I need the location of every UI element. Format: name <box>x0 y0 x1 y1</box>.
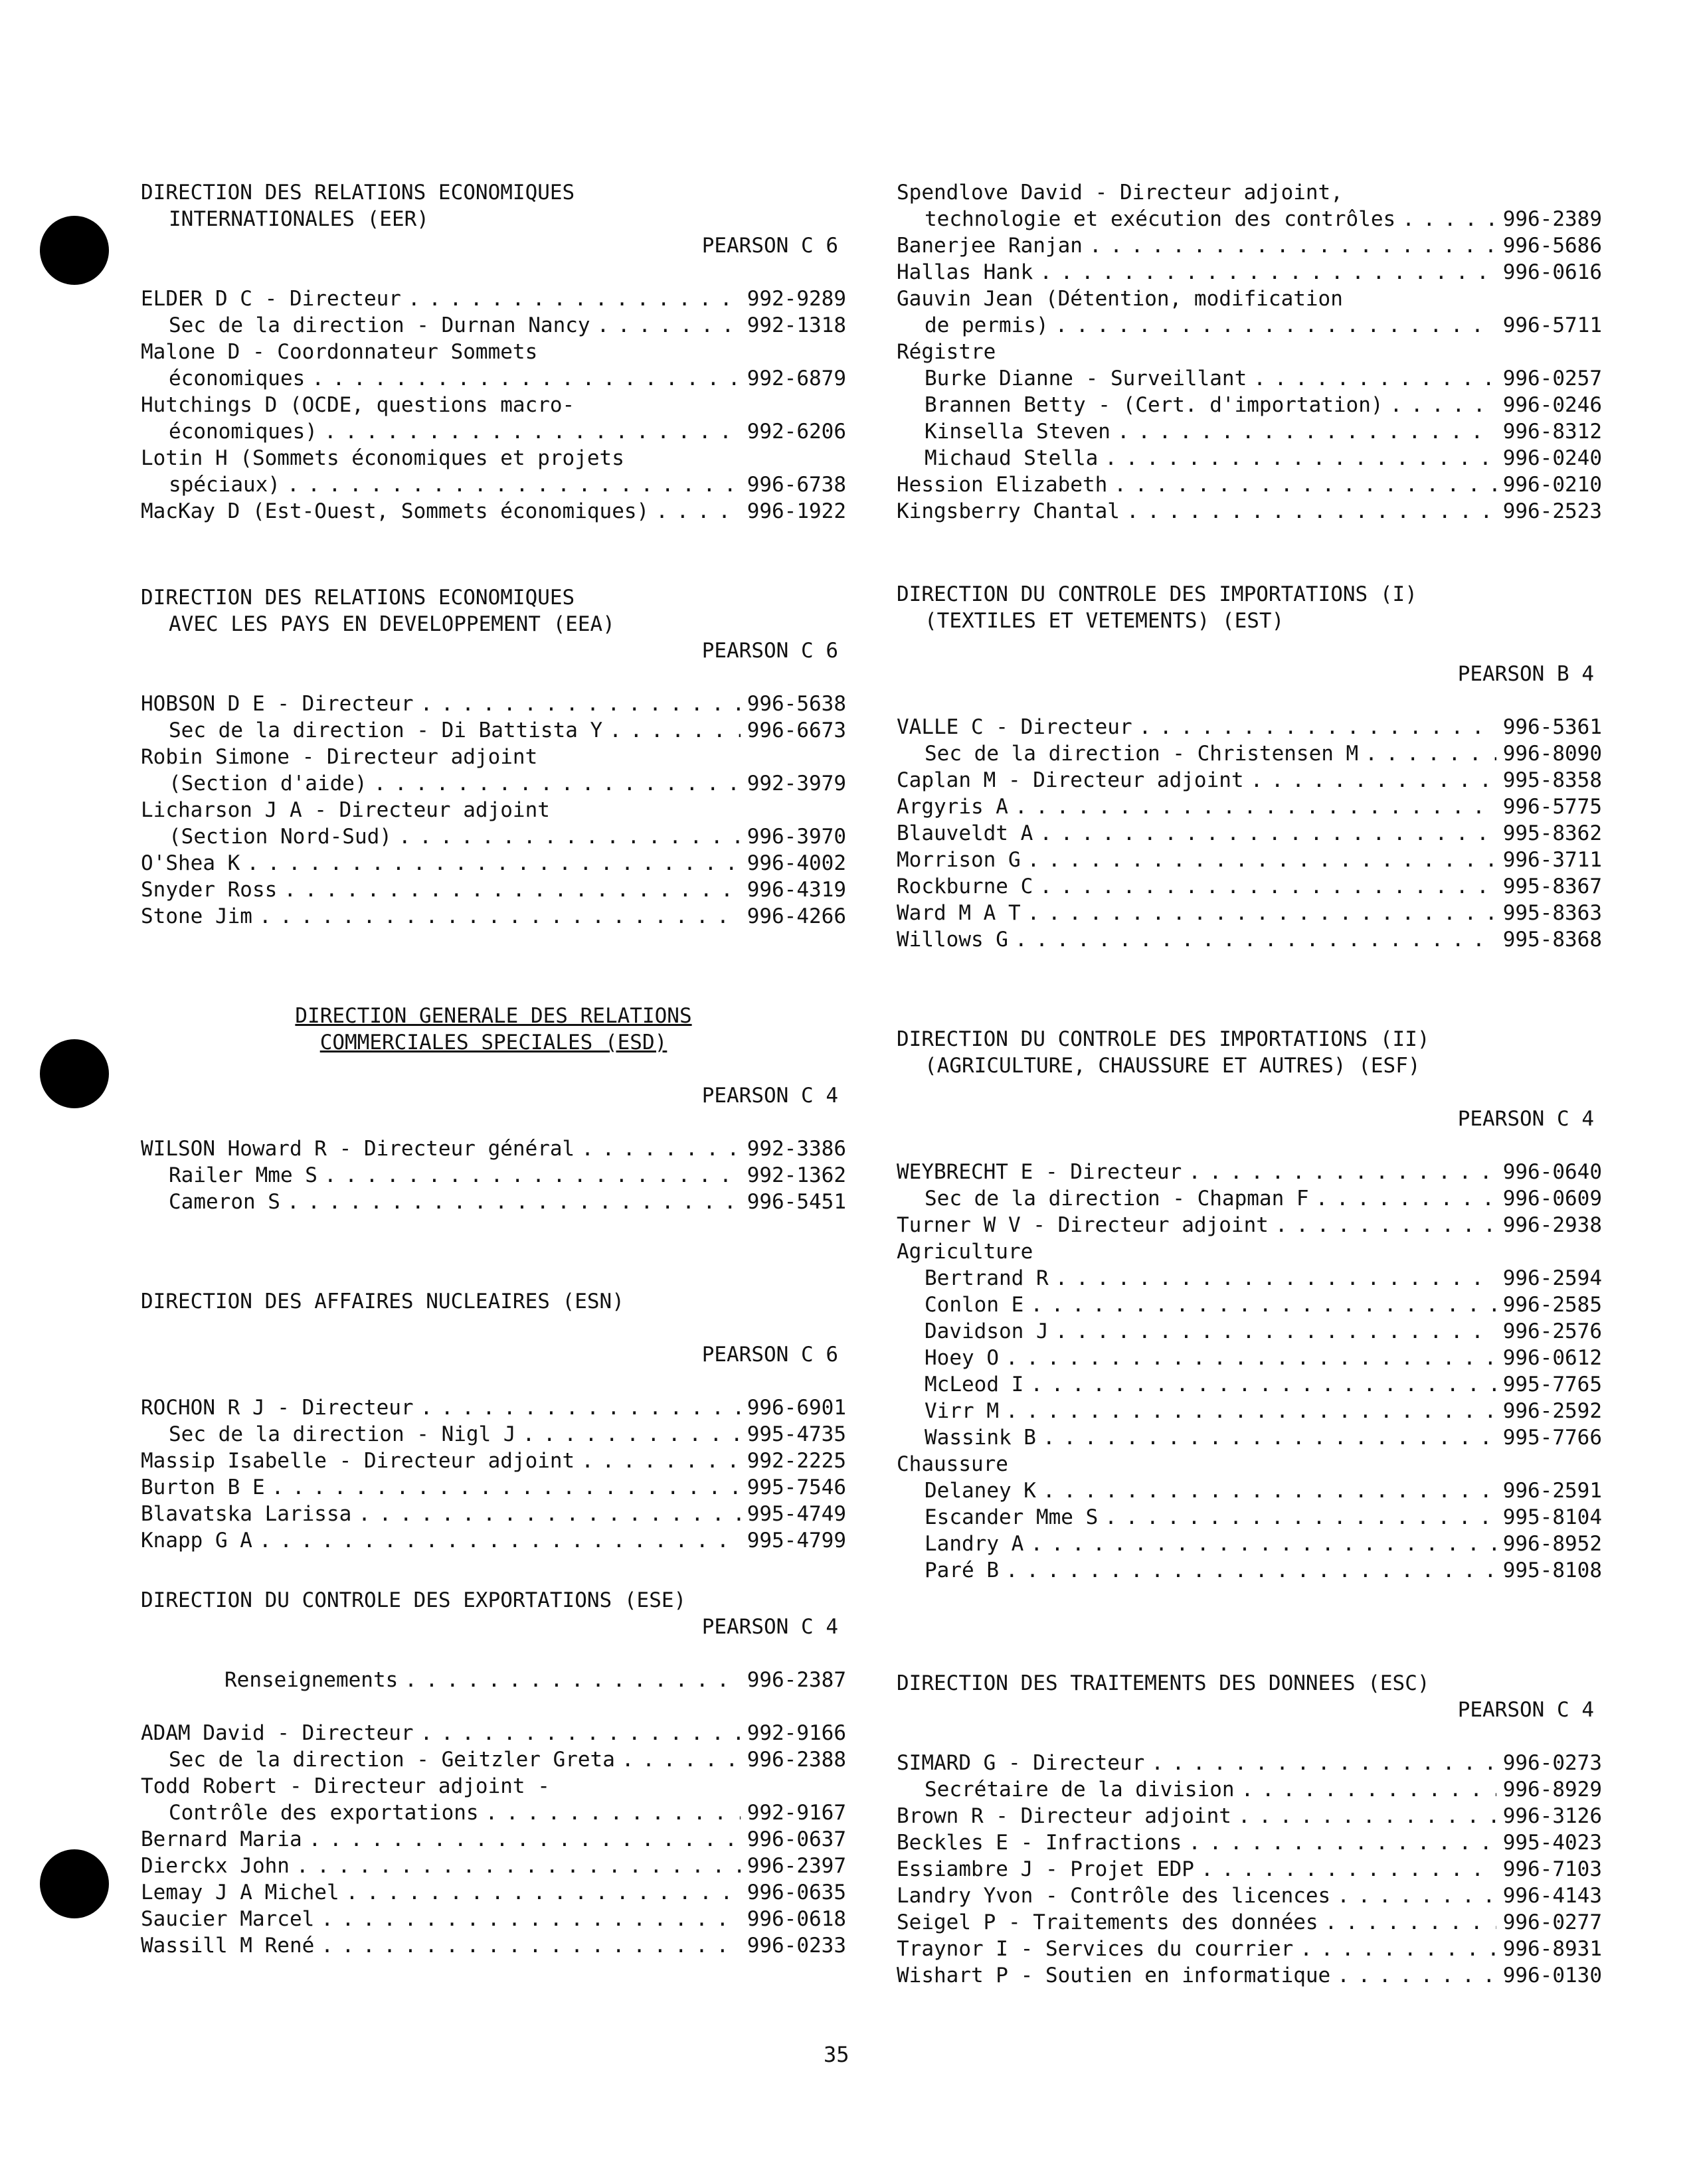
entry: Morrison G . . . 996-3711 <box>897 847 1602 873</box>
entry: Beckles E - Infractions . . . 995-4023 <box>897 1829 1602 1856</box>
entry: WILSON Howard R - Directeur général . . . 992-3386 <box>141 1135 846 1162</box>
entry: Caplan M - Directeur adjoint . . . 995-8358 <box>897 767 1602 794</box>
entry: Kinsella Steven . . . 996-8312 <box>897 418 1602 445</box>
section-continued <box>897 179 1602 525</box>
entry: Bernard Maria . . . 996-0637 <box>141 1826 846 1853</box>
entry: Sec de la direction - Geitzler Greta . . . 996-2388 <box>141 1746 846 1773</box>
section-title: INTERNATIONALES (EER) <box>169 207 429 231</box>
entry: technologie et exécution des contrôles . . . 996-2389 <box>897 206 1602 232</box>
entry: Escander Mme S . . . 995-8104 <box>897 1504 1602 1531</box>
entry: HOBSON D E - Directeur . . . 996-5638 <box>141 691 846 717</box>
entry: Burke Dianne - Surveillant . . . 996-0257 <box>897 365 1602 392</box>
entry: Hoey O . . . 996-0612 <box>897 1345 1602 1371</box>
entry: McLeod I . . . 995-7765 <box>897 1371 1602 1398</box>
entry: VALLE C - Directeur . . . 996-5361 <box>897 714 1602 740</box>
entry: de permis) . . . 996-5711 <box>897 312 1602 339</box>
entry: Lemay J A Michel . . . 996-0635 <box>141 1879 846 1906</box>
punch-hole-top <box>40 216 109 285</box>
entry: économiques . . . 992-6879 <box>141 365 846 392</box>
location: PEARSON C 4 <box>701 1084 838 1108</box>
section-title: DIRECTION DU CONTROLE DES IMPORTATIONS (I) <box>897 582 1417 606</box>
entry: Landry Yvon - Contrôle des licences . . . 996-4143 <box>897 1883 1602 1909</box>
entry: (Section Nord-Sud) . . . 996-3970 <box>141 823 846 850</box>
entry: Virr M . . . 996-2592 <box>897 1398 1602 1424</box>
page-number: 35 <box>824 2042 849 2067</box>
location: PEARSON C 6 <box>701 1343 838 1367</box>
subheading: Chaussure <box>897 1452 1008 1476</box>
entry: SIMARD G - Directeur . . . 996-0273 <box>897 1750 1602 1776</box>
entry: Paré B . . . 995-8108 <box>897 1557 1602 1584</box>
location: PEARSON B 4 <box>1457 662 1594 686</box>
entry: Massip Isabelle - Directeur adjoint . . . 992-2225 <box>141 1448 846 1474</box>
entry: Sec de la direction - Christensen M . . . 996-8090 <box>897 740 1602 767</box>
entry-line: Malone D - Coordonnateur Sommets <box>141 340 538 364</box>
section-esn <box>141 1288 846 1554</box>
entry: Ward M A T . . . 995-8363 <box>897 900 1602 926</box>
entry: O'Shea K . . . 996-4002 <box>141 850 846 877</box>
entry: Wassill M René . . . 996-0233 <box>141 1932 846 1959</box>
section-esd <box>141 1003 846 1215</box>
entry: Sec de la direction - Chapman F . . . 996-0609 <box>897 1185 1602 1212</box>
punch-hole-bottom <box>40 1849 109 1918</box>
location: PEARSON C 4 <box>1457 1698 1594 1722</box>
section-esc <box>897 1670 1602 1989</box>
entry: Essiambre J - Projet EDP . . . 996-7103 <box>897 1856 1602 1883</box>
entry-line: Robin Simone - Directeur adjoint <box>141 745 538 769</box>
entry: Dierckx John . . . 996-2397 <box>141 1853 846 1879</box>
entry: Sec de la direction - Nigl J . . . 995-4735 <box>141 1421 846 1448</box>
entry: Turner W V - Directeur adjoint . . . 996-2938 <box>897 1212 1602 1238</box>
entry: spéciaux) . . . 996-6738 <box>141 471 846 498</box>
entry: WEYBRECHT E - Directeur . . . 996-0640 <box>897 1159 1602 1185</box>
entry: Sec de la direction - Di Battista Y . . . 996-6673 <box>141 717 846 744</box>
punch-hole-middle <box>40 1039 109 1108</box>
entry: ADAM David - Directeur . . . 992-9166 <box>141 1720 846 1746</box>
section-title: DIRECTION DU CONTROLE DES EXPORTATIONS (ESE) <box>141 1588 687 1612</box>
section-title: COMMERCIALES SPECIALES (ESD) <box>319 1031 667 1054</box>
entry: Rockburne C . . . 995-8367 <box>897 873 1602 900</box>
entry: ELDER D C - Directeur . . . 992-9289 <box>141 286 846 312</box>
section-title: DIRECTION DES TRAITEMENTS DES DONNEES (ESC) <box>897 1671 1430 1695</box>
entry-line: Lotin H (Sommets économiques et projets <box>141 446 624 470</box>
section-title: (TEXTILES ET VETEMENTS) (EST) <box>925 609 1285 633</box>
entry-line: Licharson J A - Directeur adjoint <box>141 798 550 822</box>
section-ese <box>141 1587 846 1959</box>
entry: Knapp G A . . . 995-4799 <box>141 1527 846 1554</box>
entry: Saucier Marcel . . . 996-0618 <box>141 1906 846 1932</box>
section-title: DIRECTION GENERALE DES RELATIONS <box>295 1004 692 1028</box>
entry: Seigel P - Traitements des données . . . 996-0277 <box>897 1909 1602 1936</box>
section-esf <box>897 1026 1602 1584</box>
entry: Bertrand R . . . 996-2594 <box>897 1265 1602 1292</box>
entry: Landry A . . . 996-8952 <box>897 1531 1602 1557</box>
entry: Burton B E . . . 995-7546 <box>141 1474 846 1501</box>
entry-line: Gauvin Jean (Détention, modification <box>897 287 1343 311</box>
entry: Contrôle des exportations . . . 992-9167 <box>141 1800 846 1826</box>
entry: Hession Elizabeth . . . 996-0210 <box>897 471 1602 498</box>
entry: Stone Jim . . . 996-4266 <box>141 903 846 930</box>
entry-line: Hutchings D (OCDE, questions macro- <box>141 393 575 417</box>
location: PEARSON C 6 <box>701 234 838 258</box>
entry: Willows G . . . 995-8368 <box>897 926 1602 953</box>
subheading: Régistre <box>897 340 996 364</box>
entry: Renseignements . . . 996-2387 <box>141 1667 846 1693</box>
section-title: (AGRICULTURE, CHAUSSURE ET AUTRES) (ESF) <box>925 1054 1421 1078</box>
entry: Wassink B . . . 995-7766 <box>897 1424 1602 1451</box>
entry: Banerjee Ranjan . . . 996-5686 <box>897 232 1602 259</box>
entry: économiques) . . . 992-6206 <box>141 418 846 445</box>
entry: Conlon E . . . 996-2585 <box>897 1292 1602 1318</box>
entry: MacKay D (Est-Ouest, Sommets économiques) . . . 996-1922 <box>141 498 846 525</box>
entry: Traynor I - Services du courrier . . . 996-8931 <box>897 1936 1602 1962</box>
entry-line: Todd Robert - Directeur adjoint - <box>141 1774 550 1798</box>
entry: Railer Mme S . . . 992-1362 <box>141 1162 846 1189</box>
section-title: DIRECTION DES RELATIONS ECONOMIQUES <box>141 181 575 205</box>
entry: Snyder Ross . . . 996-4319 <box>141 877 846 903</box>
entry: Blauveldt A . . . 995-8362 <box>897 820 1602 847</box>
entry-line: Spendlove David - Directeur adjoint, <box>897 181 1343 205</box>
entry: Wishart P - Soutien en informatique . . . 996-0130 <box>897 1962 1602 1989</box>
section-est <box>897 581 1602 953</box>
entry: Argyris A . . . 996-5775 <box>897 794 1602 820</box>
location: PEARSON C 4 <box>701 1615 838 1639</box>
entry: Brannen Betty - (Cert. d'importation) . . . 996-0246 <box>897 392 1602 418</box>
entry: Hallas Hank . . . 996-0616 <box>897 259 1602 286</box>
entry: Davidson J . . . 996-2576 <box>897 1318 1602 1345</box>
section-eer <box>141 179 846 525</box>
subheading: Agriculture <box>897 1240 1033 1264</box>
entry: Sec de la direction - Durnan Nancy . . . 992-1318 <box>141 312 846 339</box>
entry: Brown R - Directeur adjoint . . . 996-3126 <box>897 1803 1602 1829</box>
entry: Kingsberry Chantal . . . 996-2523 <box>897 498 1602 525</box>
section-title: AVEC LES PAYS EN DEVELOPPEMENT (EEA) <box>169 612 615 636</box>
entry: Michaud Stella . . . 996-0240 <box>897 445 1602 471</box>
section-title: DIRECTION DES RELATIONS ECONOMIQUES <box>141 586 575 610</box>
entry: ROCHON R J - Directeur . . . 996-6901 <box>141 1394 846 1421</box>
entry: Secrétaire de la division . . . 996-8929 <box>897 1776 1602 1803</box>
entry: Blavatska Larissa . . . 995-4749 <box>141 1501 846 1527</box>
section-eea <box>141 584 846 930</box>
section-title: DIRECTION DES AFFAIRES NUCLEAIRES (ESN) <box>141 1290 624 1313</box>
location: PEARSON C 6 <box>701 639 838 663</box>
entry: (Section d'aide) . . . 992-3979 <box>141 770 846 797</box>
section-title: DIRECTION DU CONTROLE DES IMPORTATIONS (II) <box>897 1027 1430 1051</box>
entry: Delaney K . . . 996-2591 <box>897 1477 1602 1504</box>
entry: Cameron S . . . 996-5451 <box>141 1189 846 1215</box>
location: PEARSON C 4 <box>1457 1107 1594 1131</box>
